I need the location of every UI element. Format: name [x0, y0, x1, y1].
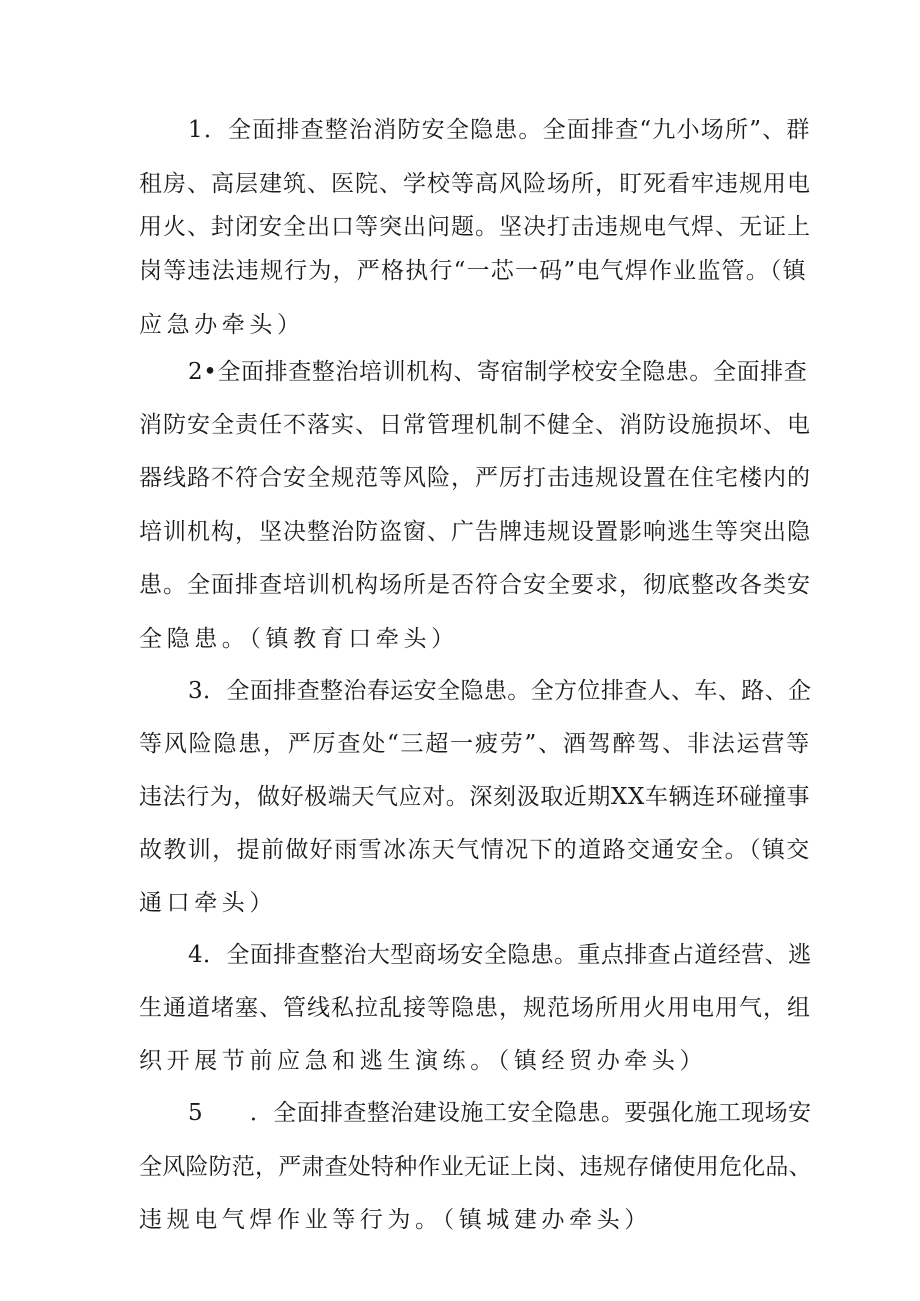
paragraph-line: 培训机构，坚决整治防盗窗、广告牌违规设置影响逃生等突出隐	[139, 519, 811, 545]
paragraph-line: 全隐患。（镇教育口牵头）	[139, 626, 459, 652]
paragraph-line: 3．全面排查整治春运安全隐患。全方位排查人、车、路、企	[188, 678, 812, 704]
paragraph-line: 租房、高层建筑、医院、学校等高风险场所，盯死看牢违规用电	[139, 171, 811, 197]
paragraph-line: 消防安全责任不落实、日常管理机制不健全、消防设施损坏、电	[139, 412, 811, 438]
paragraph-line: 生通道堵塞、管线私拉乱接等隐患，规范场所用火用电用气，组	[139, 995, 811, 1021]
paragraph-line: 器线路不符合安全规范等风险，严厉打击违规设置在住宅楼内的	[139, 465, 811, 491]
paragraph-line: 故教训，提前做好雨雪冰冻天气情况下的道路交通安全。（镇交	[139, 837, 811, 863]
paragraph-line: 岗等违法违规行为，严格执行“一芯一码”电气焊作业监管。（镇	[139, 258, 807, 284]
paragraph-line: 通口牵头）	[139, 890, 277, 916]
paragraph-line: 全风险防范，严肃查处特种作业无证上岗、违规存储使用危化品、	[139, 1154, 812, 1180]
paragraph-line: 患。全面排查培训机构场所是否符合安全要求，彻底整改各类安	[139, 572, 811, 598]
paragraph-line: 5 ．全面排查整治建设施工安全隐患。要强化施工现场安	[188, 1100, 812, 1126]
paragraph-line: 违法行为，做好极端天气应对。深刻汲取近期XX车辆连环碰撞事	[139, 784, 811, 810]
paragraph-line: 用火、封闭安全出口等突出问题。坚决打击违规电气焊、无证上	[139, 214, 811, 240]
paragraph-line: 违规电气焊作业等行为。（镇城建办牵头）	[139, 1207, 652, 1233]
paragraph-line: 织开展节前应急和逃生演练。（镇经贸办牵头）	[139, 1048, 708, 1074]
paragraph-line: 4．全面排查整治大型商场安全隐患。重点排查占道经营、逃	[188, 942, 812, 968]
paragraph-line: 应急办牵头）	[139, 312, 305, 338]
paragraph-line: 1．全面排查整治消防安全隐患。全面排查“九小场所”、群	[188, 117, 811, 143]
paragraph-line: 2•全面排查整治培训机构、寄宿制学校安全隐患。全面排查	[188, 359, 808, 385]
paragraph-line: 等风险隐患，严厉查处“三超一疲劳”、酒驾醉驾、非法运营等	[139, 731, 811, 757]
